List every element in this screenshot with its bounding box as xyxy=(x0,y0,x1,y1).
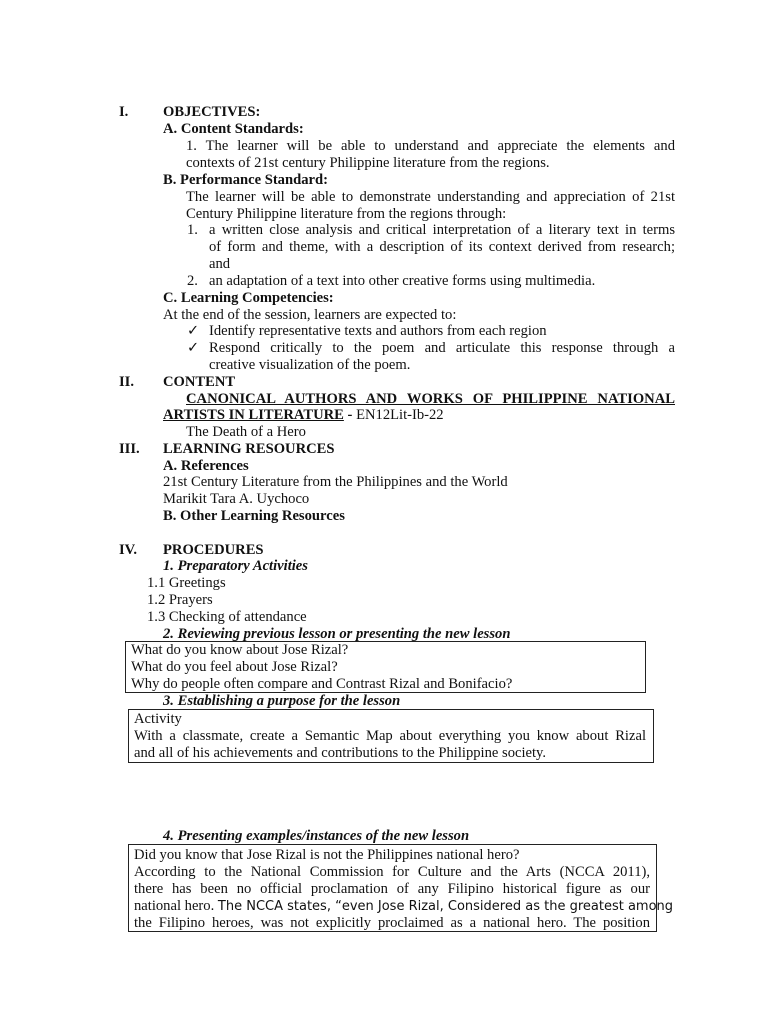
step1-heading: 1. Preparatory Activities xyxy=(163,558,308,574)
content-title-dash: - xyxy=(343,407,357,423)
content-title-line2: ARTISTS IN LITERATURE xyxy=(163,407,344,423)
performance-item2-number: 2. xyxy=(187,273,198,289)
review-question-1: What do you know about Jose Rizal? xyxy=(131,642,349,658)
activity-box xyxy=(128,709,654,763)
reference-line2: Marikit Tara A. Uychoco xyxy=(163,491,310,507)
review-questions-box xyxy=(125,641,646,693)
section-numeral-objectives: I. xyxy=(119,104,129,120)
content-standards-text-line1: 1. The learner will be able to understand and appreciate the elements and xyxy=(186,138,675,154)
review-question-3: Why do people often compare and Contrast Rizal and Bonifacio? xyxy=(131,676,513,692)
rizal-facts-line4-b: The NCCA states, “even Jose Rizal, Considered as the greatest among xyxy=(217,899,674,914)
performance-standard-line1: The learner will be able to demonstrate understanding and appreciation of 21st xyxy=(186,189,675,205)
step4-heading: 4. Presenting examples/instances of the new lesson xyxy=(163,828,470,844)
content-standards-text-line2: contexts of 21st century Philippine literature from the regions. xyxy=(186,155,550,171)
competency-item1: Identify representative texts and authors from each region xyxy=(209,323,547,339)
section-numeral-content: II. xyxy=(119,374,135,390)
sub-step-attendance: 1.3 Checking of attendance xyxy=(147,609,307,625)
content-title-line1: CANONICAL AUTHORS AND WORKS OF PHILIPPINE NATIONAL xyxy=(186,391,675,407)
rizal-facts-line4-a: national hero. xyxy=(134,898,215,914)
performance-item1-number: 1. xyxy=(187,222,198,238)
performance-item1-line2: of form and theme, with a description of its context derived from research; xyxy=(209,239,675,255)
procedures-heading: PROCEDURES xyxy=(163,542,264,558)
rizal-facts-line5: the Filipino heroes, was not explicitly proclaimed as a national hero. The position xyxy=(134,915,650,931)
performance-item1-line1: a written close analysis and critical interpretation of a literary text in terms xyxy=(209,222,675,238)
content-heading: CONTENT xyxy=(163,374,236,390)
activity-line2: and all of his achievements and contributions to the Philippine society. xyxy=(134,745,547,761)
rizal-facts-line4 xyxy=(134,898,673,915)
section-numeral-procedures: IV. xyxy=(119,542,137,558)
learning-competencies-intro: At the end of the session, learners are expected to: xyxy=(163,307,457,323)
performance-standard-line2: Century Philippine literature from the regions through: xyxy=(186,206,507,222)
objectives-heading: OBJECTIVES: xyxy=(163,104,261,120)
sub-step-prayers: 1.2 Prayers xyxy=(147,592,213,608)
learning-competencies-label: C. Learning Competencies: xyxy=(163,290,334,306)
competency-item2-line1: Respond critically to the poem and articulate this response through a xyxy=(209,340,675,356)
section-numeral-resources: III. xyxy=(119,441,140,457)
activity-line1: With a classmate, create a Semantic Map about everything you know about Rizal xyxy=(134,728,646,744)
competency-item2-line2: creative visualization of the poem. xyxy=(209,357,411,373)
checkmark-icon: ✓ xyxy=(187,340,200,356)
step2-heading: 2. Reviewing previous lesson or presenting the new lesson xyxy=(163,626,511,642)
content-title-line2-row xyxy=(163,407,444,424)
performance-item1-line3: and xyxy=(209,256,231,272)
rizal-facts-line3: there has been no official proclamation of any Filipino historical figure as our xyxy=(134,881,650,897)
checkmark-icon: ✓ xyxy=(187,323,200,339)
rizal-facts-line1: Did you know that Jose Rizal is not the Philippines national hero? xyxy=(134,847,520,863)
activity-label: Activity xyxy=(134,711,182,727)
learning-resources-heading: LEARNING RESOURCES xyxy=(163,441,335,457)
rizal-facts-box xyxy=(128,844,674,932)
review-question-2: What do you feel about Jose Rizal? xyxy=(131,659,338,675)
other-resources-label: B. Other Learning Resources xyxy=(163,508,345,524)
content-code: EN12Lit-Ib-22 xyxy=(356,407,444,423)
sub-step-greetings: 1.1 Greetings xyxy=(147,575,226,591)
performance-item2-line1: an adaptation of a text into other creative forms using multimedia. xyxy=(209,273,596,289)
step3-heading: 3. Establishing a purpose for the lesson xyxy=(163,693,401,709)
reference-line1: 21st Century Literature from the Philippines and the World xyxy=(163,474,508,490)
content-standards-label: A. Content Standards: xyxy=(163,121,304,137)
performance-standard-label: B. Performance Standard: xyxy=(163,172,328,188)
content-subtitle: The Death of a Hero xyxy=(186,424,306,440)
references-label: A. References xyxy=(163,458,249,474)
rizal-facts-line2: According to the National Commission for Culture and the Arts (NCCA 2011), xyxy=(134,864,650,880)
